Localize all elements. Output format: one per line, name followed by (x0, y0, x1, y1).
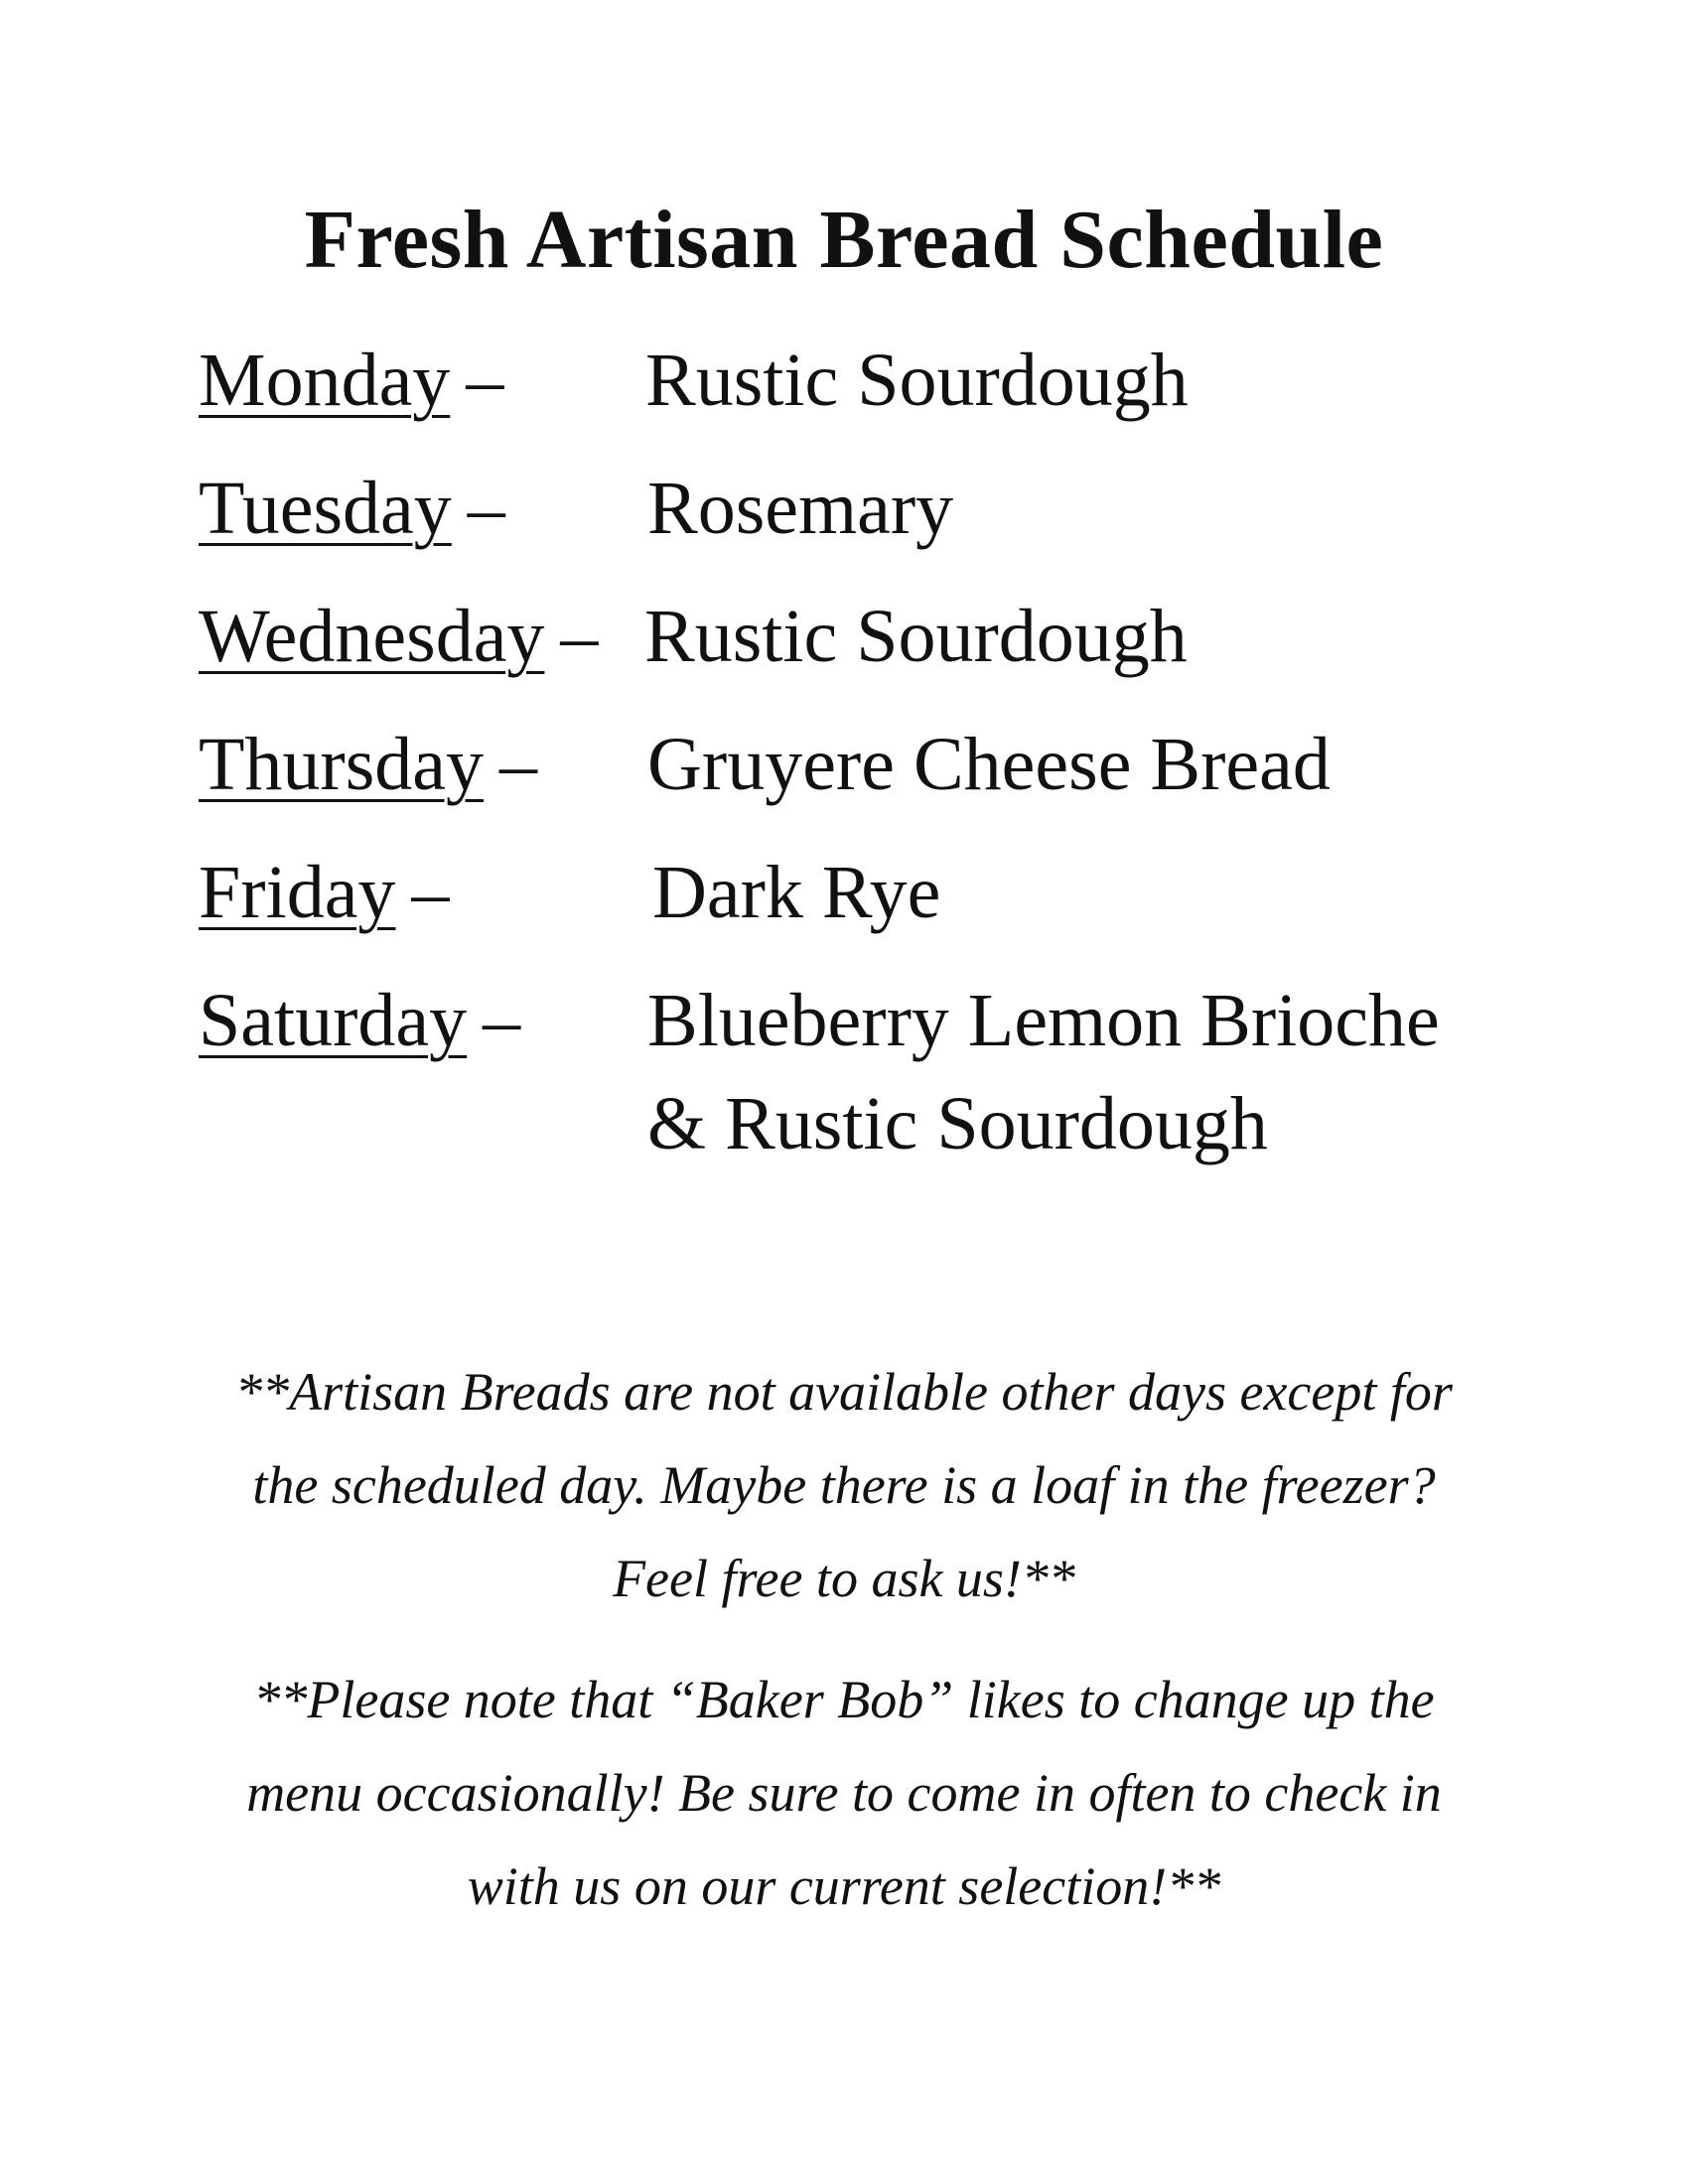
schedule-list (199, 339, 1539, 1165)
bread-name-saturday-line1: Blueberry Lemon Brioche (647, 979, 1440, 1062)
bread-name-monday: Rustic Sourdough (645, 339, 1189, 422)
bread-name-thursday: Gruyere Cheese Bread (647, 723, 1331, 806)
day-label-wednesday: Wednesday (199, 595, 545, 678)
menu-change-note: **Please note that “Baker Bob” likes to change up the menu occasionally! Be sure to come in often to check in with us on our current selection!** (246, 1670, 1442, 1916)
day-cell (199, 595, 599, 678)
day-cell (199, 467, 505, 550)
bread-name-wednesday: Rustic Sourdough (644, 595, 1188, 678)
dash-separator: – (560, 595, 599, 678)
schedule-row-tuesday (199, 467, 1539, 599)
dash-separator: – (483, 979, 521, 1062)
dash-separator: – (467, 467, 505, 550)
bread-name-friday: Dark Rye (652, 851, 941, 934)
day-cell (199, 339, 504, 422)
schedule-row-thursday (199, 723, 1539, 855)
day-cell (199, 979, 521, 1062)
page-title: Fresh Artisan Bread Schedule (304, 194, 1384, 286)
day-cell (199, 851, 450, 934)
dash-separator: – (466, 339, 504, 422)
notes-section (0, 1345, 1688, 1961)
day-cell (199, 723, 538, 806)
day-label-friday: Friday (199, 851, 396, 934)
bread-name-saturday (647, 979, 1440, 1165)
dash-separator: – (499, 723, 538, 806)
schedule-row-monday (199, 339, 1539, 471)
bread-name-tuesday: Rosemary (647, 467, 954, 550)
availability-note: **Artisan Breads are not available other days except for the scheduled day. Maybe there is a loaf in the freezer? Feel free to ask us!** (235, 1362, 1453, 1608)
schedule-row-friday (199, 851, 1539, 983)
day-label-thursday: Thursday (199, 723, 485, 806)
dash-separator: – (411, 851, 450, 934)
bread-name-saturday-line2: & Rustic Sourdough (647, 1082, 1268, 1165)
schedule-row-wednesday (199, 595, 1539, 727)
schedule-row-saturday (199, 979, 1539, 1165)
day-label-monday: Monday (199, 339, 451, 422)
day-label-tuesday: Tuesday (199, 467, 452, 550)
day-label-saturday: Saturday (199, 979, 468, 1062)
